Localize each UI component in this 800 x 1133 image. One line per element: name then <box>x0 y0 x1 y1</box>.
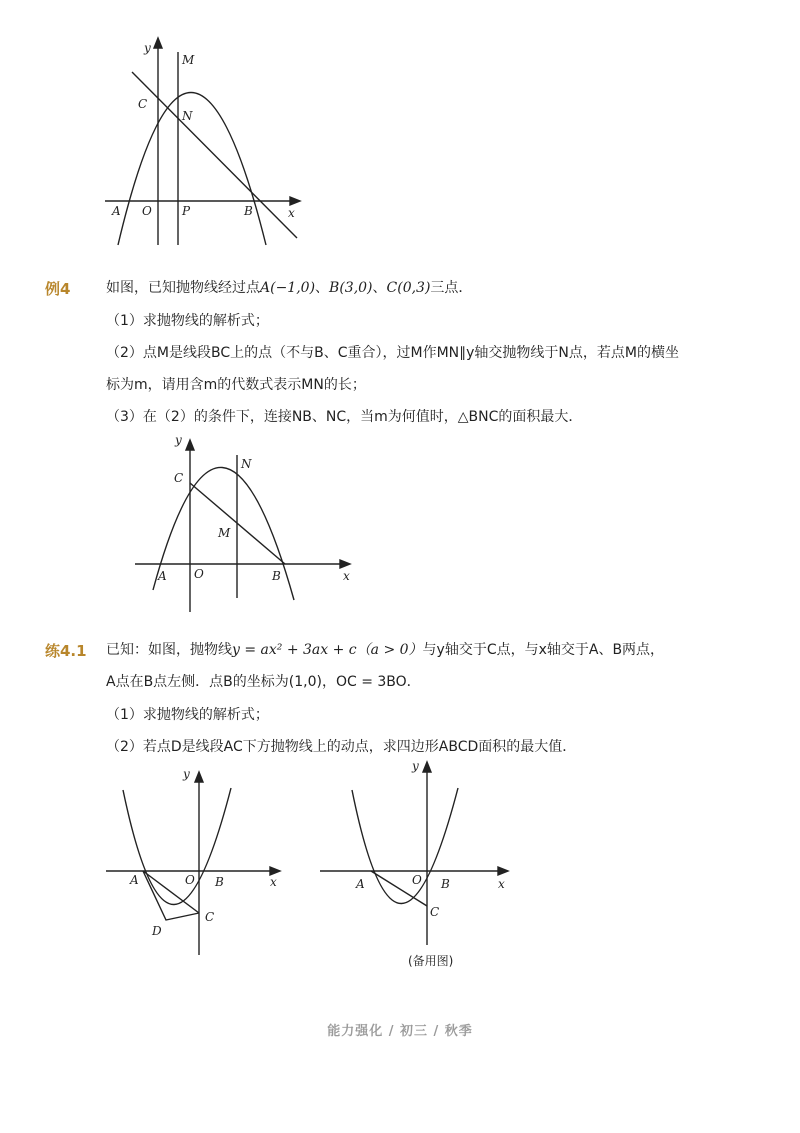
fig2-label-y: y <box>175 433 182 447</box>
fig2-label-A: A <box>158 569 167 583</box>
fig2-label-x: x <box>343 569 350 583</box>
fig4-label-B: B <box>441 877 450 891</box>
fig2-label-B: B <box>272 569 281 583</box>
fig3-label-y: y <box>183 767 190 781</box>
example-4-tag: 例4 <box>45 280 71 298</box>
fig3-label-A: A <box>130 873 139 887</box>
ex4-sep1: 、 <box>315 280 330 296</box>
ex4-sep2: 、 <box>372 280 387 296</box>
figure-4-caption: (备用图) <box>408 954 454 968</box>
fig1-label-P: P <box>182 204 191 218</box>
fig1-label-N: N <box>182 109 193 123</box>
fig2-label-N: N <box>241 457 252 471</box>
example-4-question-3: （3）在（2）的条件下，连接NB、NC，当m为何值时，△BNC的面积最大． <box>106 409 583 425</box>
fig3-label-O: O <box>185 873 195 887</box>
fig1-label-O: O <box>142 204 152 218</box>
fig2-label-M: M <box>218 526 231 540</box>
fig1-label-M: M <box>182 53 195 67</box>
fig1-label-y: y <box>144 41 151 55</box>
exercise-4-1-line-2: A点在B点左侧．点B的坐标为(1,0)，OC = 3BO． <box>106 674 421 690</box>
fig1-label-x: x <box>288 206 295 220</box>
fig2-label-C: C <box>174 471 184 485</box>
fig4-label-A: A <box>356 877 365 891</box>
example-4-question-1: （1）求抛物线的解析式； <box>106 313 269 329</box>
fig4-label-x: x <box>498 877 505 891</box>
fig1-label-C: C <box>138 97 148 111</box>
ex41-line1-pre: 已知：如图，抛物线 <box>106 642 232 658</box>
exercise-4-1-tag: 练4.1 <box>45 642 87 660</box>
fig2-label-O: O <box>194 567 204 581</box>
fig1-label-B: B <box>244 204 253 218</box>
ex4-line1-pre: 如图，已知抛物线经过点 <box>106 280 260 296</box>
fig3-label-D: D <box>152 924 162 938</box>
fig4-label-O: O <box>412 873 422 887</box>
fig4-label-y: y <box>412 759 419 773</box>
exercise-4-1-question-1: （1）求抛物线的解析式； <box>106 707 269 723</box>
example-4-question-2a: （2）点M是线段BC上的点（不与B、C重合），过M作MN∥y轴交抛物线于N点，若点M的横坐 <box>106 345 679 361</box>
fig4-label-C: C <box>430 905 440 919</box>
ex4-point-C: C(0,3) <box>386 280 431 296</box>
fig3-label-x: x <box>270 875 277 889</box>
page-footer: 能力强化 / 初三 / 秋季 <box>327 1024 473 1039</box>
fig3-label-B: B <box>215 875 224 889</box>
fig1-label-A: A <box>112 204 121 218</box>
ex4-point-B: B(3,0) <box>329 280 373 296</box>
ex41-line1-mid: 与y轴交于C点，与x轴交于A、B两点， <box>422 642 665 658</box>
ex41-equation: y = ax² + 3ax + c（a > 0） <box>232 642 423 658</box>
example-4-question-2b: 标为m，请用含m的代数式表示MN的长； <box>106 377 366 393</box>
ex4-line1-post: 三点． <box>430 280 473 296</box>
exercise-4-1-question-2: （2）若点D是线段AC下方抛物线上的动点，求四边形ABCD面积的最大值． <box>106 739 577 755</box>
fig3-label-C: C <box>205 910 215 924</box>
ex4-point-A: A(−1,0) <box>260 280 316 296</box>
